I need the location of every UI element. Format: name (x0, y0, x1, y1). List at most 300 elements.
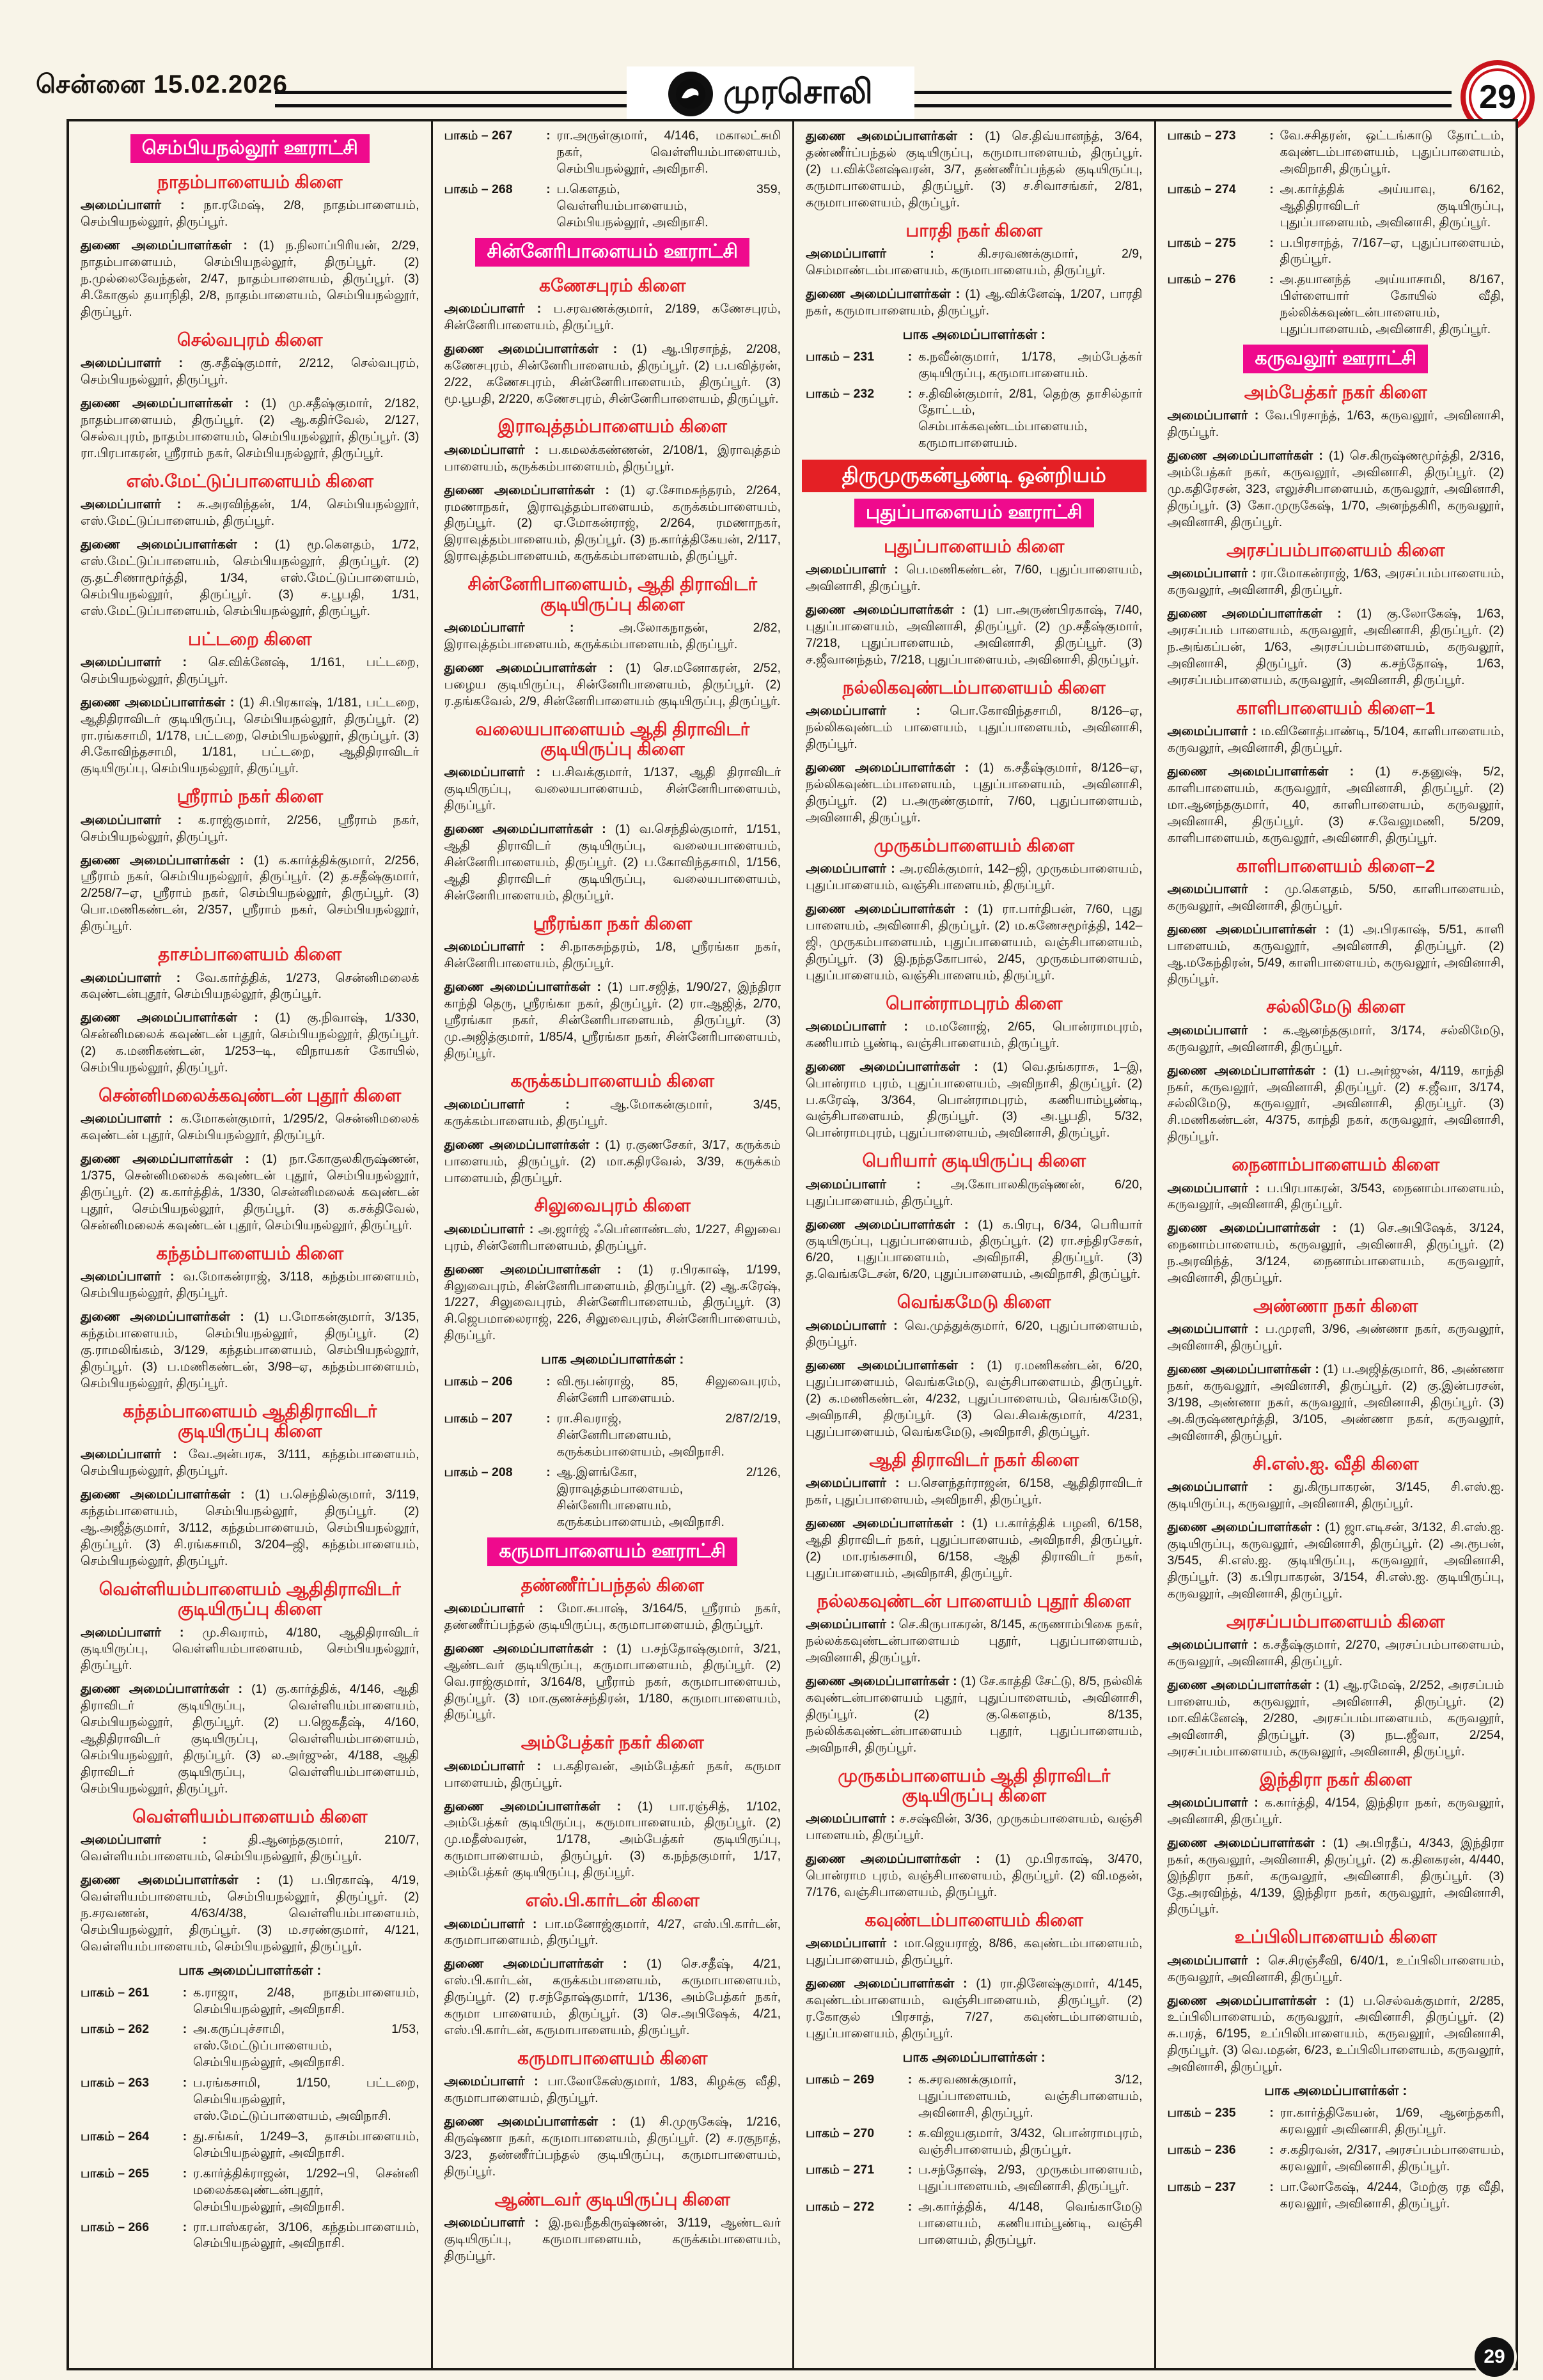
deputies-para (806, 1357, 1143, 1441)
deputies-para (1168, 1519, 1505, 1603)
para-text: (1) செ.சதீஷ், 4/21, எஸ்.பி.கார்டன், கருக்கம்பாளையம், கருமாபாளையம், திருப்பூர். (2) ர.சந்தோஷ்குமார், 1/136, அம்பேத்கர் நகர், கருமா பாளையம், திருப்பூர். (3) செ.அபிஷேக், 4/21, எஸ்.பி.கார்டன், கருமாபாளையம், திருப்பூர். (444, 1957, 781, 2038)
part-number: பாகம் – 264 (81, 2129, 150, 2143)
part-text: அ.தயானந்த் அய்யாசாமி, 8/167, பிள்ளையார் கோயில் வீதி, நல்லிக்கவுண்டன்பாளையம், புதுப்பாளையம், அவினாசி, திருப்பூர். (1280, 272, 1504, 337)
column-1 (69, 121, 431, 2368)
part-text: ப.கௌதம், 359, வெள்ளியம்பாளையம், செம்பியநல்லூர், அவிநாசி. (556, 182, 781, 229)
deputies-para (806, 1515, 1143, 1582)
part-number: பாகம் – 262 (81, 2022, 150, 2037)
column-4 (1154, 121, 1516, 2368)
deputies-para (444, 1137, 781, 1187)
deputies-para (806, 901, 1143, 984)
deputies-para (1168, 763, 1505, 847)
organizer-para (81, 1268, 419, 1302)
organizer-para (444, 442, 781, 476)
deputies-para (806, 602, 1143, 669)
organizer-para (81, 496, 419, 530)
organizer-para (806, 1018, 1143, 1052)
deputies-para (806, 286, 1143, 320)
branch-heading: அம்பேத்கர் நகர் கிளை (1244, 382, 1427, 403)
para-label: அமைப்பாளர் : (81, 655, 187, 669)
deputies-para (1168, 1220, 1505, 1287)
para-text: செ.கிருபாகரன், 8/145, கருணாம்பிகை நகர், நல்லக்கவுண்டன்பாளையம் புதூர், புதுப்பாளையம், அவினாசி, திருப்பூர். (806, 1617, 1143, 1665)
para-text: ப.கதிரவன், அம்பேத்கர் நகர், கருமா பாளையம், திருப்பூர். (444, 1759, 781, 1790)
dateline: சென்னை 15.02.2026 (36, 70, 288, 98)
para-label: அமைப்பாளர் : (81, 497, 182, 512)
part-number: பாகம் – 235 (1167, 2106, 1236, 2120)
part-colon: : (182, 2129, 187, 2143)
para-label: துணை அமைப்பாளர்கள் : (444, 660, 613, 675)
deputies-para (806, 1975, 1143, 2042)
para-text: (1) க.சதீஷ்குமார், 8/126–ஏ, நல்லிகவுண்டம்பாளையம், புதுப்பாளையம், அவினாசி, திருப்பூர். (2) ப.அருண்குமார், 7/60, புதுப்பாளையம், அவினாசி, திருப்பூர். (806, 761, 1143, 825)
para-label: அமைப்பாளர் : (444, 1222, 534, 1236)
branch-heading: சிலுவைபுரம் கிளை (534, 1195, 691, 1216)
part-row (806, 386, 1143, 453)
para-text: (1) ஜா.எடிசன், 3/132, சி.எஸ்.ஐ. குடியிருப்பு, கருவலூர், அவினாசி, திருப்பூர். (2) அ.ரூபன், 3/545, சி.எஸ்.ஐ. குடியிருப்பு, கருவலூர், அவினாசி, திருப்பூர். (3) க.பிரபாகரன், 3/154, சி.எஸ்.ஐ. குடியிருப்பு, கருவலூர், அவினாசி, திருப்பூர். (1167, 1520, 1505, 1601)
para-text: (1) பா.ரஞ்சித், 1/102, அம்பேத்கர் குடியிருப்பு, கருமாபாளையம், திருப்பூர். (2) மு.மதீஸ்வரன், 1/178, அம்பேத்கர் குடியிருப்பு, கருமாபாளையம், திருப்பூர். (3) க.நந்தகுமார், 1/17, அம்பேத்கர் குடியிருப்பு, திருப்பூர். (444, 1799, 781, 1880)
para-text: சு.அரவிந்தன், 1/4, செம்பியநல்லூர், எஸ்.மேட்டுப்பாளையம், திருப்பூர். (81, 497, 419, 528)
part-number: பாகம் – 232 (806, 386, 875, 401)
part-colon: : (1269, 235, 1274, 250)
part-number: பாகம் – 265 (81, 2166, 150, 2181)
part-text: வே.சசிதரன், ஒட்டங்காடு தோட்டம், கவுண்டம்பாளையம், புதுப்பாளையம், அவிநாசி, திருப்பூர். (1280, 128, 1504, 176)
part-number: பாகம் – 269 (806, 2072, 875, 2087)
deputies-para (806, 1059, 1143, 1142)
para-label: துணை அமைப்பாளர்கள் : (444, 1641, 607, 1656)
para-label: துணை அமைப்பாளர்கள் : (81, 695, 235, 710)
organizer-para (444, 300, 781, 334)
branch-heading: அண்ணா நகர் கிளை (1253, 1296, 1418, 1316)
para-text: (1) ப.செந்தில்குமார், 3/119, கந்தம்பாளையம், செம்பியநல்லூர், திருப்பூர். (2) ஆ.அஜீத்குமார், 3/112, கந்தம்பாளையம், செம்பியநல்லூர், திருப்பூர். (3) சி.ரங்கசாமி, 3/204–ஜி, கந்தம்பாளையம், செம்பியநல்லூர், திருப்பூர். (81, 1488, 419, 1568)
para-text: (1) செ.திவ்யானந்த், 3/64, தண்ணீர்ப்பந்தல் குடியிருப்பு, கருமாபாளையம், திருப்பூர். (2) ப.விக்னேஷ்வரன், 3/7, தண்ணீர்ப்பந்தல் குடியிருப்பு, கருமாபாளையம், திருப்பூர். (3) ச.சிவாசங்கர், 2/81, கருமாபாளையம், திருப்பூர். (806, 129, 1143, 210)
branch-heading: வலையபாளையம் ஆதி திராவிடர் குடியிருப்பு கிளை (475, 719, 750, 759)
branch-heading: காளிபாளையம் கிளை–1 (1236, 697, 1436, 718)
para-label: துணை அமைப்பாளர்கள் : (444, 1137, 600, 1152)
para-label: துணை அமைப்பாளர்கள் : (444, 341, 618, 356)
deputies-para (1168, 921, 1505, 988)
para-label: துணை அமைப்பாளர்கள் : (806, 603, 966, 618)
para-label: அமைப்பாளர் : (81, 970, 181, 985)
para-label: அமைப்பாளர் : (806, 1812, 895, 1826)
deputies-para (81, 536, 419, 620)
para-text: மு.சிவராம், 4/180, ஆதிதிராவிடர் குடியிருப்பு, வெள்ளியம்பாளையம், செம்பியநல்லூர், திருப்பூர். (81, 1625, 419, 1673)
part-colon: : (1269, 2143, 1274, 2157)
branch-heading: வெள்ளியம்பாளையம் ஆதிதிராவிடர் குடியிருப்பு கிளை (98, 1578, 401, 1619)
organizer-para (1168, 407, 1505, 441)
para-label: அமைப்பாளர் : (81, 1447, 177, 1462)
organizer-para (81, 970, 419, 1004)
deputies-para (444, 660, 781, 710)
para-text: (1) ப.அர்ஜுன், 4/119, காந்தி நகர், கருவலூர், அவினாசி, திருப்பூர். (2) ச.ஜீவா, 3/174, சல்லிமேடு, கருவலூர், அவினாசி, திருப்பூர். (3) சி.மணிகண்டன், 4/375, காந்தி நகர், கருவலூர், அவினாசி, திருப்பூர். (1167, 1063, 1504, 1144)
part-colon: : (907, 386, 912, 401)
para-text: (1) ப.கார்த்திக் பழனி, 6/158, ஆதி திராவிடர் நகர், புதுப்பாளையம், அவிநாசி, திருப்பூர். (2) மா.ரங்கசாமி, 6/158, ஆதி திராவிடர் நகர், புதுப்பாளையம், அவிநாசி, திருப்பூர். (806, 1516, 1143, 1580)
para-text: க.ஆனந்தகுமார், 3/174, சல்லிமேடு, கருவலூர், அவினாசி, திருப்பூர். (1167, 1023, 1504, 1054)
panchayat-box: செம்பியநல்லூர் ஊராட்சி (130, 134, 370, 163)
para-text: தி.ஆனந்தகுமார், 210/7, வெள்ளியம்பாளையம், செம்பியநல்லூர், திருப்பூர். (81, 1833, 419, 1864)
deputies-para (1168, 1062, 1505, 1146)
part-colon: : (1269, 272, 1274, 287)
part-number: பாகம் – 231 (806, 349, 875, 364)
para-text: க.ராஜ்குமார், 2/256, ஸ்ரீராம் நகர், செம்பியநல்லூர், திருப்பூர். (81, 813, 419, 844)
deputies-para (444, 979, 781, 1062)
branch-heading: இந்திரா நகர் கிளை (1259, 1769, 1412, 1789)
column-3 (792, 121, 1154, 2368)
para-label: துணை அமைப்பாளர்கள் : (806, 761, 969, 775)
para-label: அமைப்பாளர் : (81, 356, 184, 371)
organizer-para (81, 812, 419, 846)
part-row (1168, 2105, 1505, 2138)
para-label: துணை அமைப்பாளர்கள் : (81, 537, 258, 552)
branch-heading: கணேசபுரம் கிளை (539, 275, 686, 295)
part-colon: : (182, 2166, 187, 2181)
para-label: துணை அமைப்பாளர்கள் : (1167, 1362, 1319, 1377)
part-row (81, 2166, 419, 2216)
part-number: பாகம் – 270 (806, 2126, 875, 2140)
part-row (444, 1411, 781, 1461)
deputies-para (806, 1851, 1143, 1901)
branch-heading: சி.எஸ்.ஐ. வீதி கிளை (1252, 1453, 1419, 1474)
branch-heading: பொன்ராமபுரம் கிளை (886, 993, 1063, 1013)
para-label: துணை அமைப்பாளர்கள் : (1167, 1677, 1320, 1692)
panchayat-box: புதுப்பாளையம் ஊராட்சி (854, 499, 1094, 527)
para-text: (1) வெ.தங்கராசு, 1–இ, பொன்ராம புரம், புதுப்பாளையம், அவிநாசி, திருப்பூர். (2) ப.சுரேஷ், 3/364, பொன்ராமபுரம், கணியாம்பூண்டி, வஞ்சிபாளையம், திருப்பூர். (3) அ.பூபதி, 5/32, பொன்ராமபுரம், புதுப்பாளையம், அவினாசி, திருப்பூர். (806, 1059, 1143, 1140)
organizer-para (1168, 881, 1505, 915)
para-label: துணை அமைப்பாளர்கள் : (444, 1799, 622, 1814)
branch-heading: கந்தம்பாளையம் ஆதிதிராவிடர் குடியிருப்பு கிளை (123, 1401, 377, 1442)
deputies-para (806, 1673, 1143, 1757)
para-label: துணை அமைப்பாளர்கள் : (444, 483, 610, 497)
part-row (81, 1985, 419, 2018)
part-colon: : (182, 2022, 187, 2037)
branch-heading: கருக்கம்பாளையம் கிளை (510, 1071, 714, 1091)
branch-heading: தாசம்பாளையம் கிளை (158, 944, 342, 965)
organizer-para (1168, 1321, 1505, 1355)
para-text: கி.சரவணக்குமார், 2/9, செம்மாண்டம்பாளையம், கருமாபாளையம், திருப்பூர். (806, 246, 1143, 277)
para-text: பெ.மணிகண்டன், 7/60, புதுப்பாளையம், அவினாசி, திருப்பூர். (806, 563, 1143, 594)
para-text: (1) ஏ.சோமசுந்தரம், 2/264, ரமணாநகர், இராவுத்தம்பாளையம், கருக்கம்பாளையம், திருப்பூர். (2) ஏ.மோகன்ராஜ், 2/264, ரமணாநகர், இராவுத்தம்பாளையம், திருப்பூர். (3) ந.கார்த்திகேயன், 2/117, இராவுத்தம்பாளையம், கருக்கம்பாளையம், திருப்பூர். (444, 483, 781, 564)
parts-header: பாக அமைப்பாளர்கள் : (902, 2049, 1046, 2065)
part-colon: : (907, 349, 912, 364)
part-colon: : (907, 2163, 912, 2177)
branch-heading: நல்லிகவுண்டம்பாளையம் கிளை (842, 677, 1106, 697)
deputies-para (444, 341, 781, 408)
part-row (806, 349, 1143, 382)
para-text: (1) ரா.பார்திபன், 7/60, புது பாளையம், அவினாசி, திருப்பூர். (2) ம.கணேசமூர்த்தி, 142–ஜி, முருகம்பாளையம், புதுப்பாளையம், வஞ்சிபாளையம், திருப்பூர். (3) இ.நந்தகோபால், 2/45, முருகம்பாளையம், புதுப்பாளையம், வஞ்சிபாளையம், திருப்பூர். (806, 901, 1143, 983)
para-label: அமைப்பாளர் : (444, 1097, 570, 1112)
para-text: வெ.முத்துக்குமார், 6/20, புதுப்பாளையம், திருப்பூர். (806, 1318, 1143, 1349)
branch-heading: கவுண்டம்பாளையம் கிளை (865, 1909, 1083, 1930)
para-text: ப.சௌந்தர்ராஜன், 6/158, ஆதிதிராவிடர் நகர், புதுப்பாளையம், அவிநாசி, திருப்பூர். (806, 1476, 1143, 1507)
para-text: ம.வினோத்பாண்டி, 5/104, காளிபாளையம், கருவலூர், அவினாசி, திருப்பூர். (1167, 724, 1504, 755)
para-label: அமைப்பாளர் : (444, 442, 539, 457)
para-label: அமைப்பாளர் : (806, 862, 895, 876)
part-colon: : (546, 1374, 551, 1389)
organizer-para (444, 1916, 781, 1950)
part-colon: : (546, 1465, 551, 1479)
para-label: அமைப்பாளர் : (444, 2216, 539, 2230)
para-text: (1) கு.லோகேஷ், 1/63, அரசப்பம் பாளையம், கருவலூர், அவினாசி, திருப்பூர். (2) ந.அங்கப்பன், 1/63, அரசப்பம்பாளையம், கருவலூர், அவினாசி, திருப்பூர். (3) க.சந்தோஷ், 1/63, அரசப்பம்பாளையம், கருவலூர், அவினாசி, திருப்பூர். (1167, 607, 1504, 687)
para-text: (1) பா.அருண்பிரகாஷ், 7/40, புதுப்பாளையம், அவினாசி, திருப்பூர். (2) மு.சதீஷ்குமார், 7/218, புதுப்பாளையம், அவினாசி, திருப்பூர். (3) ச.ஜீவானந்தம், 7/218, புதுப்பாளையம், அவினாசி, திருப்பூர். (806, 603, 1143, 667)
deputies-para (81, 1872, 419, 1956)
branch-heading: புதுப்பாளையம் கிளை (884, 536, 1065, 556)
branch-heading: நைனாம்பாளையம் கிளை (1232, 1155, 1440, 1175)
part-colon: : (546, 128, 551, 143)
parts-header: பாக அமைப்பாளர்கள் : (541, 1352, 684, 1367)
para-label: அமைப்பாளர் : (81, 1270, 175, 1284)
part-text: சு.விஜயகுமார், 3/432, பொன்ராமபுரம், வஞ்சிபாளையம், திருப்பூர். (918, 2126, 1143, 2157)
parts-header: பாக அமைப்பாளர்கள் : (178, 1963, 322, 1978)
deputies-para (81, 1486, 419, 1570)
para-label: அமைப்பாளர் : (444, 301, 542, 316)
para-text: (1) செ.மனோகரன், 2/52, பழைய குடியிருப்பு, சின்னேரிபாளையம், திருப்பூர். (2) ர.தங்கவேல், 2/9, சின்னேரிபாளையம் குடியிருப்பு, திருப்பூர். (444, 660, 781, 708)
organizer-para (806, 860, 1143, 894)
part-row (806, 2162, 1143, 2195)
branch-heading: எஸ்.மேட்டுப்பாளையம் கிளை (126, 471, 373, 491)
part-text: ரா.பாஸ்கரன், 3/106, கந்தம்பாளையம், செம்பியநல்லூர், அவிநாசி. (193, 2220, 419, 2251)
para-label: துணை அமைப்பாளர்கள் : (806, 1516, 965, 1531)
deputies-para (81, 852, 419, 936)
para-text: பா.மனோஜ்குமார், 4/27, எஸ்.பி.கார்டன், கருமாபாளையம், திருப்பூர். (444, 1917, 781, 1948)
part-text: அ.கார்த்திக், 4/148, வெங்காமேடு பாளையம், கணியாம்பூண்டி, வஞ்சி பாளையம், திருப்பூர். (918, 2200, 1143, 2248)
part-colon: : (546, 1412, 551, 1426)
para-label: அமைப்பாளர் : (81, 1112, 173, 1126)
para-label: துணை அமைப்பாளர்கள் : (444, 822, 606, 837)
para-text: செ.விக்னேஷ், 1/161, பட்டறை, செம்பியநல்லூர், திருப்பூர். (81, 655, 419, 686)
panchayat-box: சின்னேரிபாளையம் ஊராட்சி (475, 238, 749, 267)
parts-header: பாக அமைப்பாளர்கள் : (902, 327, 1046, 342)
part-row (1168, 272, 1505, 338)
para-text: (1) ஆ.பிரசாந்த், 2/208, கணேசபுரம், சின்னேரிபாளையம், திருப்பூர். (2) ப.பவித்ரன், 2/22, கணேசபுரம், சின்னேரிபாளையம், திருப்பூர். (3) மூ.பூபதி, 2/220, கணேசபுரம், சின்னேரிபாளையம், திருப்பூர். (444, 341, 781, 406)
para-label: அமைப்பாளர் : (806, 1617, 895, 1632)
para-label: அமைப்பாளர் : (1167, 1322, 1259, 1337)
part-text: வி.ரூபன்ராஜ், 85, சிலுவைபுரம், சின்னேரி பாளையம். (556, 1374, 781, 1406)
organizer-para (444, 619, 781, 653)
part-number: பாகம் – 236 (1167, 2143, 1236, 2157)
part-text: து.சங்கர், 1/249–3, தாசம்பாளையம், செம்பியநல்லூர், அவிநாசி. (193, 2129, 419, 2160)
para-label: துணை அமைப்பாளர்கள் : (81, 1872, 261, 1887)
branch-heading: அம்பேத்கர் நகர் கிளை (521, 1732, 704, 1753)
deputies-para (1168, 1677, 1505, 1761)
organizer-para (1168, 723, 1505, 757)
para-text: வே.கார்த்திக், 1/273, சென்னிமலைக் கவுண்டன்புதூர், செம்பியநல்லூர், திருப்பூர். (81, 970, 419, 1002)
part-text: ரா.சிவராஜ், 2/87/2/19, சின்னேரிபாளையம், கருக்கம்பாளையம், அவிநாசி. (556, 1412, 781, 1459)
para-text: அ.ஜார்ஜ் ஃபெர்னாண்டஸ், 1/227, சிலுவை புரம், சின்னேரிபாளையம், திருப்பூர். (444, 1222, 781, 1253)
deputies-para (81, 1151, 419, 1234)
part-text: ரா.கார்த்திகேயன், 1/69, ஆனந்தகரி, கரவலூர் அவினாசி, திருப்பூர். (1280, 2106, 1504, 2137)
para-text: (1) ப.பிரகாஷ், 4/19, வெள்ளியம்பாளையம், செம்பியநல்லூர், திருப்பூர். (2) ந.சரவணன், 4/63/4/38, வெள்ளியம்பாளையம், செம்பியநல்லூர், திருப்பூர். (3) ம.சரண்குமார், 4/121, வெள்ளியம்பாளையம், செம்பியநல்லூர், திருப்பூர். (81, 1872, 419, 1954)
para-label: துணை அமைப்பாளர்கள் : (81, 396, 249, 411)
content-frame (67, 119, 1518, 2370)
deputies-para (1168, 1993, 1505, 2076)
branch-heading: பெரியார் குடியிருப்பு கிளை (862, 1151, 1086, 1171)
organizer-para (806, 703, 1143, 753)
part-row (1168, 182, 1505, 231)
para-label: அமைப்பாளர் : (444, 940, 545, 954)
para-text: (1) ஆ.ரமேஷ், 2/252, அரசப்பம் பாளையம், கருவலூர், அவினாசி, திருப்பூர். (2) மா.விக்னேஷ், 2/280, அரசப்பம்பாளையம், கருவலூர், அவினாசி, திருப்பூர். (3) நட.ஜீவா, 2/254, அரசப்பம்பாளையம், கருவலூர், அவினாசி, திருப்பூர். (1167, 1677, 1504, 1759)
para-label: அமைப்பாளர் : (806, 1318, 898, 1333)
para-label: துணை அமைப்பாளர்கள் : (81, 1152, 250, 1167)
part-row (806, 2072, 1143, 2122)
organizer-para (81, 197, 419, 231)
part-row (444, 128, 781, 178)
part-number: பாகம் – 273 (1167, 128, 1236, 143)
para-label: அமைப்பாளர் : (1167, 566, 1257, 581)
branch-heading: பட்டறை கிளை (188, 628, 312, 649)
para-text: வே.அன்பரசு, 3/111, கந்தம்பாளையம், செம்பியநல்லூர், திருப்பூர். (81, 1447, 419, 1479)
organizer-para (81, 1446, 419, 1480)
branch-heading: அரசப்பம்பாளையம் கிளை (1226, 540, 1445, 560)
part-text: க.சரவணக்குமார், 3/12, புதுப்பாளையம், வஞ்சிபாளையம், அவினாசி, திருப்பூர். (918, 2072, 1143, 2120)
organizer-para (444, 764, 781, 814)
parts-header: பாக அமைப்பாளர்கள் : (1264, 2083, 1407, 2099)
para-text: (1) ரா.தினேஷ்குமார், 4/145, கவுண்டம்பாளையம், வஞ்சிபாளையம், திருப்பூர். (2) ர.கோகுல் பிரசாத், 7/27, கவுண்டம்பாளையம், புதுப்பாளையம், திருப்பூர். (806, 1977, 1143, 2041)
union-banner: திருமுருகன்பூண்டி ஒன்றியம் (802, 460, 1147, 492)
part-text: ர.கார்த்திக்ராஜன், 1/292–பி, சென்னி மலைக்கவுண்டன்புதூர், செம்பியநல்லூர், அவிநாசி. (193, 2166, 419, 2214)
para-label: அமைப்பாளர் : (1167, 408, 1259, 423)
branch-heading: வெங்கமேடு கிளை (897, 1292, 1051, 1312)
para-label: துணை அமைப்பாளர்கள் : (806, 901, 969, 916)
para-label: அமைப்பாளர் : (806, 1936, 898, 1951)
part-number: பாகம் – 237 (1167, 2179, 1236, 2194)
part-number: பாகம் – 207 (444, 1412, 513, 1426)
branch-heading: முருகம்பாளையம் கிளை (873, 835, 1075, 855)
part-number: பாகம் – 272 (806, 2200, 875, 2214)
para-label: துணை அமைப்பாளர்கள் : (806, 1674, 957, 1689)
branch-heading: எஸ்.பி.கார்டன் கிளை (525, 1890, 700, 1911)
organizer-para (806, 245, 1143, 279)
part-row (444, 1465, 781, 1531)
part-colon: : (907, 2126, 912, 2140)
para-label: அமைப்பாளர் : (806, 704, 920, 719)
deputies-para (81, 1009, 419, 1077)
part-number: பாகம் – 276 (1167, 272, 1236, 287)
para-label: துணை அமைப்பாளர்கள் : (806, 1217, 969, 1232)
para-text: (1) கு.கார்த்திக், 4/146, ஆதி திராவிடர் குடியிருப்பு, வெள்ளியம்பாளையம், செம்பியநல்லூர், திருப்பூர். (2) ப.ஜெகதீஷ், 4/160, ஆதிதிராவிடர் குடியிருப்பு, வெள்ளியம்பாளையம், செம்பியநல்லூர், திருப்பூர். (3) ல.அர்ஜுன், 4/188, ஆதி திராவிடர் குடியிருப்பு, வெள்ளியம்பாளையம், செம்பியநல்லூர், திருப்பூர். (81, 1682, 419, 1796)
para-label: துணை அமைப்பாளர்கள் : (1167, 922, 1330, 937)
deputies-para (444, 1640, 781, 1724)
deputies-para (444, 1798, 781, 1882)
para-text: (1) சே.காத்தி சேட்டு, 8/5, நல்லிக் கவுண்டன்பாளையம் புதூர், புதுப்பாளையம், அவினாசி, திருப்பூர். (2) கு.கௌதம், 8/135, நல்லிக்கவுண்டன்பாளையம் புதூர், புதுப்பாளையம், அவிநாசி, திருப்பூர். (806, 1674, 1143, 1755)
branch-heading: கந்தம்பாளையம் கிளை (156, 1243, 344, 1263)
para-text: மோ.சுபாஷ், 3/164/5, ஸ்ரீராம் நகர், தண்ணீர்ப்பந்தல் குடியிருப்பு, கருமாபாளையம், திருப்பூர். (444, 1601, 781, 1632)
branch-heading: ஆண்டவர் குடியிருப்பு கிளை (494, 2189, 730, 2209)
para-label: துணை அமைப்பாளர்கள் : (806, 1059, 978, 1074)
part-row (81, 2220, 419, 2253)
para-label: அமைப்பாளர் : (1167, 1480, 1273, 1495)
part-row (1168, 128, 1505, 178)
organizer-para (1168, 1479, 1505, 1513)
branch-heading: ஸ்ரீரங்கா நகர் கிளை (533, 913, 693, 933)
organizer-para (806, 1810, 1143, 1844)
part-colon: : (182, 1985, 187, 2000)
branch-heading: உப்பிலிபாளையம் கிளை (1234, 1927, 1437, 1947)
para-text: (1) செ.கிருஷ்ணமூர்த்தி, 2/316, அம்பேத்கர் நகர், கருவலூர், அவினாசி, திருப்பூர். (2) மு.கதிரேசன், 323, எலுச்சிபாளையம், கருவலூர், அவினாசி, திருப்பூர். (3) கோ.முருகேஷ், 1/70, அனந்தகிரி, கருவலூர், அவினாசி, திருப்பூர். (1167, 449, 1504, 529)
para-text: பா.லோகேஸ்குமார், 1/83, கிழக்கு வீதி, கருமாபாளையம், திருப்பூர். (444, 2074, 781, 2106)
para-label: துணை அமைப்பாளர்கள் : (806, 1977, 967, 1991)
para-text: (1) மூ.கௌதம், 1/72, எஸ்.மேட்டுப்பாளையம், செம்பியநல்லூர், திருப்பூர். (2) கு.தட்சிணாமூர்த்தி, 1/34, எஸ்.மேட்டுப்பாளையம், செம்பியநல்லூர், திருப்பூர். (3) ச.பூபதி, 1/31, எஸ்.மேட்டுப்பாளையம், செம்பியநல்லூர், திருப்பூர். (81, 537, 419, 618)
part-row (444, 182, 781, 231)
part-text: க.நவீன்குமார், 1/178, அம்பேத்கர் குடியிருப்பு, கருமாபாளையம். (918, 349, 1143, 380)
para-text: (1) ப.மோகன்குமார், 3/135, கந்தம்பாளையம், செம்பியநல்லூர், திருப்பூர். (2) கு.ராமலிங்கம், 3/129, கந்தம்பாளையம், செம்பியநல்லூர், திருப்பூர். (3) ப.மணிகண்டன், 3/98–ஏ, கந்தம்பாளையம், செம்பியநல்லூர், திருப்பூர். (81, 1310, 419, 1390)
part-number: பாகம் – 271 (806, 2163, 875, 2177)
para-text: அ.கோபாலகிருஷ்ணன், 6/20, புதுப்பாளையம், திருப்பூர். (806, 1177, 1143, 1208)
para-text: (1) மு.சதீஷ்குமார், 2/182, நாதம்பாளையம், திருப்பூர். (2) ஆ.கதிர்வேல், 2/127, செல்வபுரம், நாதம்பாளையம், செம்பியநல்லூர், திருப்பூர். (3) ரா.பிரபாகரன், ஸ்ரீராம் நகர், செம்பியநல்லூர், திருப்பூர். (81, 396, 419, 460)
para-text: (1) கு.நிவாஷ், 1/330, சென்னிமலைக் கவுண்டன் புதூர், செம்பியநல்லூர், திருப்பூர். (2) க.மணிகண்டன், 1/253–டி, விநாயகர் கோயில், செம்பியநல்லூர், திருப்பூர். (81, 1011, 419, 1075)
para-text: ப.சிவக்குமார், 1/137, ஆதி திராவிடர் குடியிருப்பு, வலையபாளையம், சின்னேரிபாளையம், திருப்பூர். (444, 765, 781, 813)
branch-heading: அரசப்பம்பாளையம் கிளை (1226, 1611, 1445, 1631)
para-text: (1) சி.பிரகாஷ், 1/181, பட்டறை, ஆதிதிராவிடர் குடியிருப்பு, செம்பியநல்லூர், திருப்பூர். (2) ரா.ரங்கசாமி, 1/178, பட்டறை, செம்பியநல்லூர், திருப்பூர். (3) சி.கோவிந்தசாமி, 1/181, பட்டறை, ஆதிதிராவிடர் குடியிருப்பு, செம்பியநல்லூர், திருப்பூர். (81, 695, 419, 776)
para-label: அமைப்பாளர் : (806, 563, 898, 577)
para-label: துணை அமைப்பாளர்கள் : (1167, 1520, 1320, 1535)
para-text: ஆ.மோகன்குமார், 3/45, கருக்கம்பாளையம், திருப்பூர். (444, 1097, 781, 1128)
para-label: துணை அமைப்பாளர்கள் : (806, 1852, 980, 1867)
para-text: மா.ஜெயராஜ், 8/86, கவுண்டம்பாளையம், புதுப்பாளையம், திருப்பூர். (806, 1936, 1143, 1968)
part-row (806, 2126, 1143, 2159)
para-label: அமைப்பாளர் : (81, 1625, 184, 1640)
para-text: ப.பிரபாகரன், 3/543, நைனாம்பாளையம், கருவலூர், அவினாசி, திருப்பூர். (1167, 1181, 1504, 1212)
para-label: அமைப்பாளர் : (806, 246, 934, 261)
panchayat-box: கருமாபாளையம் ஊராட்சி (487, 1537, 737, 1566)
branch-heading: காளிபாளையம் கிளை–2 (1236, 855, 1436, 876)
branch-heading: சல்லிமேடு கிளை (1266, 997, 1406, 1017)
para-label: துணை அமைப்பாளர்கள் : (1167, 1063, 1327, 1078)
para-text: (1) செ.அபிஷேக், 3/124, நைனாம்பாளையம், கருவலூர், அவினாசி, திருப்பூர். (2) ந.அரவிந்த், 3/124, நைனாம்பாளையம், கருவலூர், அவினாசி, திருப்பூர். (1167, 1221, 1504, 1286)
deputies-para (1168, 1361, 1505, 1445)
para-label: அமைப்பாளர் : (81, 198, 185, 213)
para-text: ச.சஷ்வின், 3/36, முருகம்பாளையம், வஞ்சி பாளையம், திருப்பூர். (806, 1812, 1143, 1843)
part-text: ரா.அருள்குமார், 4/146, மகாலட்சுமி நகர், வெள்ளியம்பாளையம், செம்பியநல்லூர், அவிநாசி. (556, 128, 781, 176)
para-label: அமைப்பாளர் : (806, 1177, 921, 1192)
part-row (1168, 2179, 1505, 2213)
part-number: பாகம் – 275 (1167, 235, 1236, 250)
column-2 (431, 121, 793, 2368)
para-label: துணை அமைப்பாளர்கள் : (806, 286, 960, 301)
organizer-para (444, 1758, 781, 1792)
part-number: பாகம் – 263 (81, 2076, 150, 2090)
part-colon: : (546, 182, 551, 196)
para-text: (1) பா.சஜித், 1/90/27, இந்திரா காந்தி தெரு, ஸ்ரீரங்கா நகர், திருப்பூர். (2) ரா.ஆஜித், 2/70, ஸ்ரீரங்கா நகர், சின்னேரிபாளையம், திருப்பூர். (3) மு.அஜித்குமார், 1/85/4, ஸ்ரீரங்கா நகர், சின்னேரிபாளையம், திருப்பூர். (444, 979, 781, 1061)
organizer-para (444, 1221, 781, 1255)
part-row (1168, 235, 1505, 268)
para-text: (1) ப.செல்வக்குமார், 2/285, உப்பிலிபாளையம், கருவலூர், அவினாசி, திருப்பூர். (2) சு.பரத், 6/195, உப்பிலிபாளையம், கருவலூர், அவினாசி, திருப்பூர். (3) வெ.மதன், 6/23, உப்பிலிபாளையம், கருவலூர், அவினாசி, திருப்பூர். (1167, 1993, 1505, 2074)
part-row (444, 1374, 781, 1407)
part-text: அ.கருப்புச்சாமி, 1/53, எஸ்.மேட்டுப்பாளையம், செம்பியநல்லூர், அவிநாசி. (193, 2022, 419, 2070)
para-label: துணை அமைப்பாளர்கள் : (81, 1310, 244, 1325)
para-label: துணை அமைப்பாளர்கள் : (1167, 764, 1354, 779)
organizer-para (81, 1110, 419, 1144)
part-colon: : (907, 2200, 912, 2214)
para-text: க.சதீஷ்குமார், 2/270, அரசப்பம்பாளையம், கருவலூர், அவினாசி, திருப்பூர். (1167, 1638, 1504, 1668)
para-text: (1) நா.கோகுலகிருஷ்ணன், 1/375, சென்னிமலைக் கவுண்டன் புதூர், செம்பியநல்லூர், திருப்பூர். (2) க.கார்த்திக், 1/330, சென்னிமலைக் கவுண்டன் புதூர், செம்பியநல்லூர், திருப்பூர். (3) க.சக்திவேல், சென்னிமலைக் கவுண்டன் புதூர், செம்பியநல்லூர், திருப்பூர். (81, 1152, 419, 1233)
part-colon: : (1269, 182, 1274, 196)
deputies-para (444, 482, 781, 566)
para-label: அமைப்பாளர் : (1167, 882, 1269, 896)
para-text: (1) க.கார்த்திக்குமார், 2/256, ஸ்ரீராம் நகர், செம்பியநல்லூர், திருப்பூர். (2) த.சதீஷ்குமார், 2/258/7–ஏ, ஸ்ரீராம் நகர், செம்பியநல்லூர், திருப்பூர். (3) பொ.மணிகண்டன், 2/357, ஸ்ரீராம் நகர், செம்பியநல்லூர், திருப்பூர். (81, 853, 419, 934)
organizer-para (1168, 1794, 1505, 1828)
deputies-para (81, 1309, 419, 1392)
para-text: வே.பிரசாந்த், 1/63, கருவலூர், அவினாசி, திருப்பூர். (1167, 408, 1505, 440)
deputies-para (81, 694, 419, 778)
para-label: அமைப்பாளர் : (81, 1833, 207, 1847)
para-text: ரா.மோகன்ராஜ், 1/63, அரசப்பம்பாளையம், கருவலூர், அவினாசி, திருப்பூர். (1167, 566, 1504, 598)
para-label: துணை அமைப்பாளர்கள் : (1167, 1835, 1326, 1850)
part-number: பாகம் – 266 (81, 2220, 150, 2234)
part-number: பாகம் – 274 (1167, 182, 1236, 196)
part-row (81, 2129, 419, 2162)
masthead (627, 66, 914, 121)
branch-heading: வெள்ளியம்பாளையம் கிளை (132, 1806, 368, 1826)
organizer-para (806, 1935, 1143, 1969)
organizer-para (81, 1624, 419, 1675)
